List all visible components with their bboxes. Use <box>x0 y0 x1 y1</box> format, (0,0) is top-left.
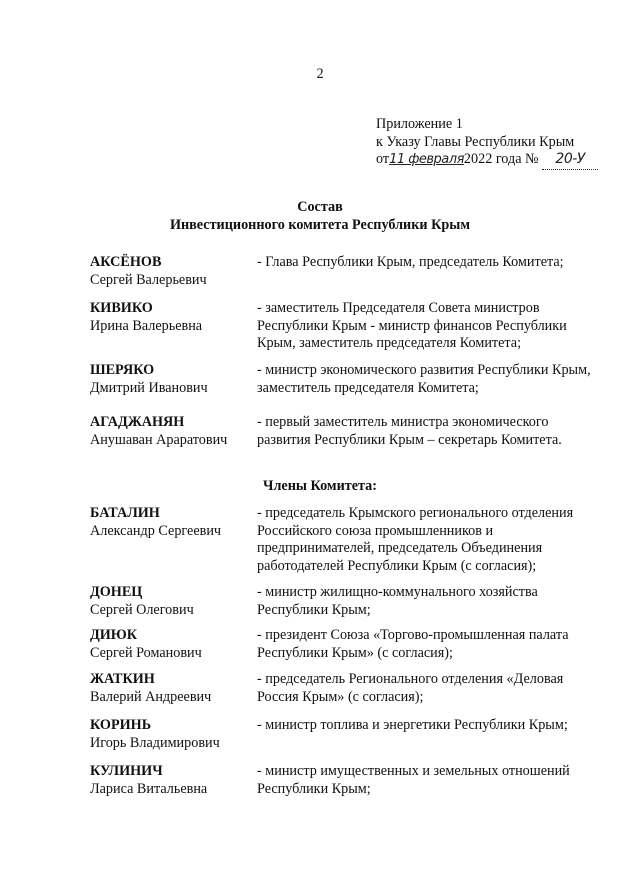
title-line-1: Состав <box>297 199 343 215</box>
person-role: - заместитель Председателя Совета министров Республики Крым - министр финансов Республики Крым, заместитель председателя Комитета; <box>257 300 567 351</box>
person-role: - министр экономического развития Республики Крым, заместитель председателя Комитета; <box>257 362 591 396</box>
appendix-line-3 <box>376 151 616 169</box>
date-prefix: от <box>376 151 390 167</box>
person-surname: КУЛИНИЧ <box>90 763 163 779</box>
person-given-name: Ирина Валерьевна <box>90 317 203 334</box>
person-surname: ШЕРЯКО <box>90 362 155 378</box>
person-given-name: Лариса Витальевна <box>90 780 208 797</box>
person-name <box>90 717 255 752</box>
person-name <box>90 362 255 397</box>
person-given-name: Валерий Андреевич <box>90 688 212 705</box>
document-title <box>0 199 640 234</box>
person-name <box>90 671 255 706</box>
person-name <box>90 627 255 662</box>
person-surname: АКСЁНОВ <box>90 254 162 270</box>
person-surname: ДОНЕЦ <box>90 584 143 600</box>
person-surname: КИВИКО <box>90 300 153 316</box>
handwritten-date: 11 февраля <box>389 152 464 167</box>
person-role: - министр жилищно-коммунального хозяйства Республики Крым; <box>257 584 538 618</box>
person-surname: БАТАЛИН <box>90 505 160 521</box>
person-role: - Глава Республики Крым, председатель Комитета; <box>257 254 564 270</box>
person-given-name: Дмитрий Иванович <box>90 379 208 396</box>
handwritten-decree-number: 20-У <box>542 151 598 170</box>
members-heading: Члены Комитета: <box>263 478 377 494</box>
appendix-block <box>376 116 616 169</box>
person-name <box>90 414 255 449</box>
person-name <box>90 584 255 619</box>
person-given-name: Игорь Владимирович <box>90 734 220 751</box>
person-given-name: Сергей Романович <box>90 644 202 661</box>
appendix-line-2: к Указу Главы Республики Крым <box>376 133 575 150</box>
person-surname: ЖАТКИН <box>90 671 155 687</box>
person-given-name: Сергей Валерьевич <box>90 271 207 288</box>
person-given-name: Сергей Олегович <box>90 601 194 618</box>
title-line-2: Инвестиционного комитета Республики Крым <box>169 216 471 233</box>
person-role: - председатель Регионального отделения «Деловая Россия Крым» (с согласия); <box>257 671 564 705</box>
person-surname: КОРИНЬ <box>90 717 152 733</box>
person-role: - министр имущественных и земельных отношений Республики Крым; <box>257 763 570 797</box>
page-number: 2 <box>316 66 324 82</box>
person-given-name: Александр Сергеевич <box>90 522 222 539</box>
appendix-line-1: Приложение 1 <box>376 116 463 132</box>
person-name <box>90 763 255 798</box>
person-name <box>90 254 255 289</box>
person-role: - президент Союза «Торгово-промышленная палата Республики Крым» (с согласия); <box>257 627 569 661</box>
person-role: - министр топлива и энергетики Республики Крым; <box>257 717 568 733</box>
year-and-number-label: 2022 года № <box>463 151 539 167</box>
person-name <box>90 300 255 335</box>
person-name <box>90 505 255 540</box>
person-surname: АГАДЖАНЯН <box>90 414 185 430</box>
person-role: - председатель Крымского регионального отделения Российского союза промышленников и предпринимателей, председатель Объединения работодателей Республики Крым (с согласия); <box>257 505 574 574</box>
person-role: - первый заместитель министра экономического развития Республики Крым – секретарь Комитета. <box>257 414 562 448</box>
person-surname: ДИЮК <box>90 627 138 643</box>
person-given-name: Анушаван Араратович <box>90 431 228 448</box>
